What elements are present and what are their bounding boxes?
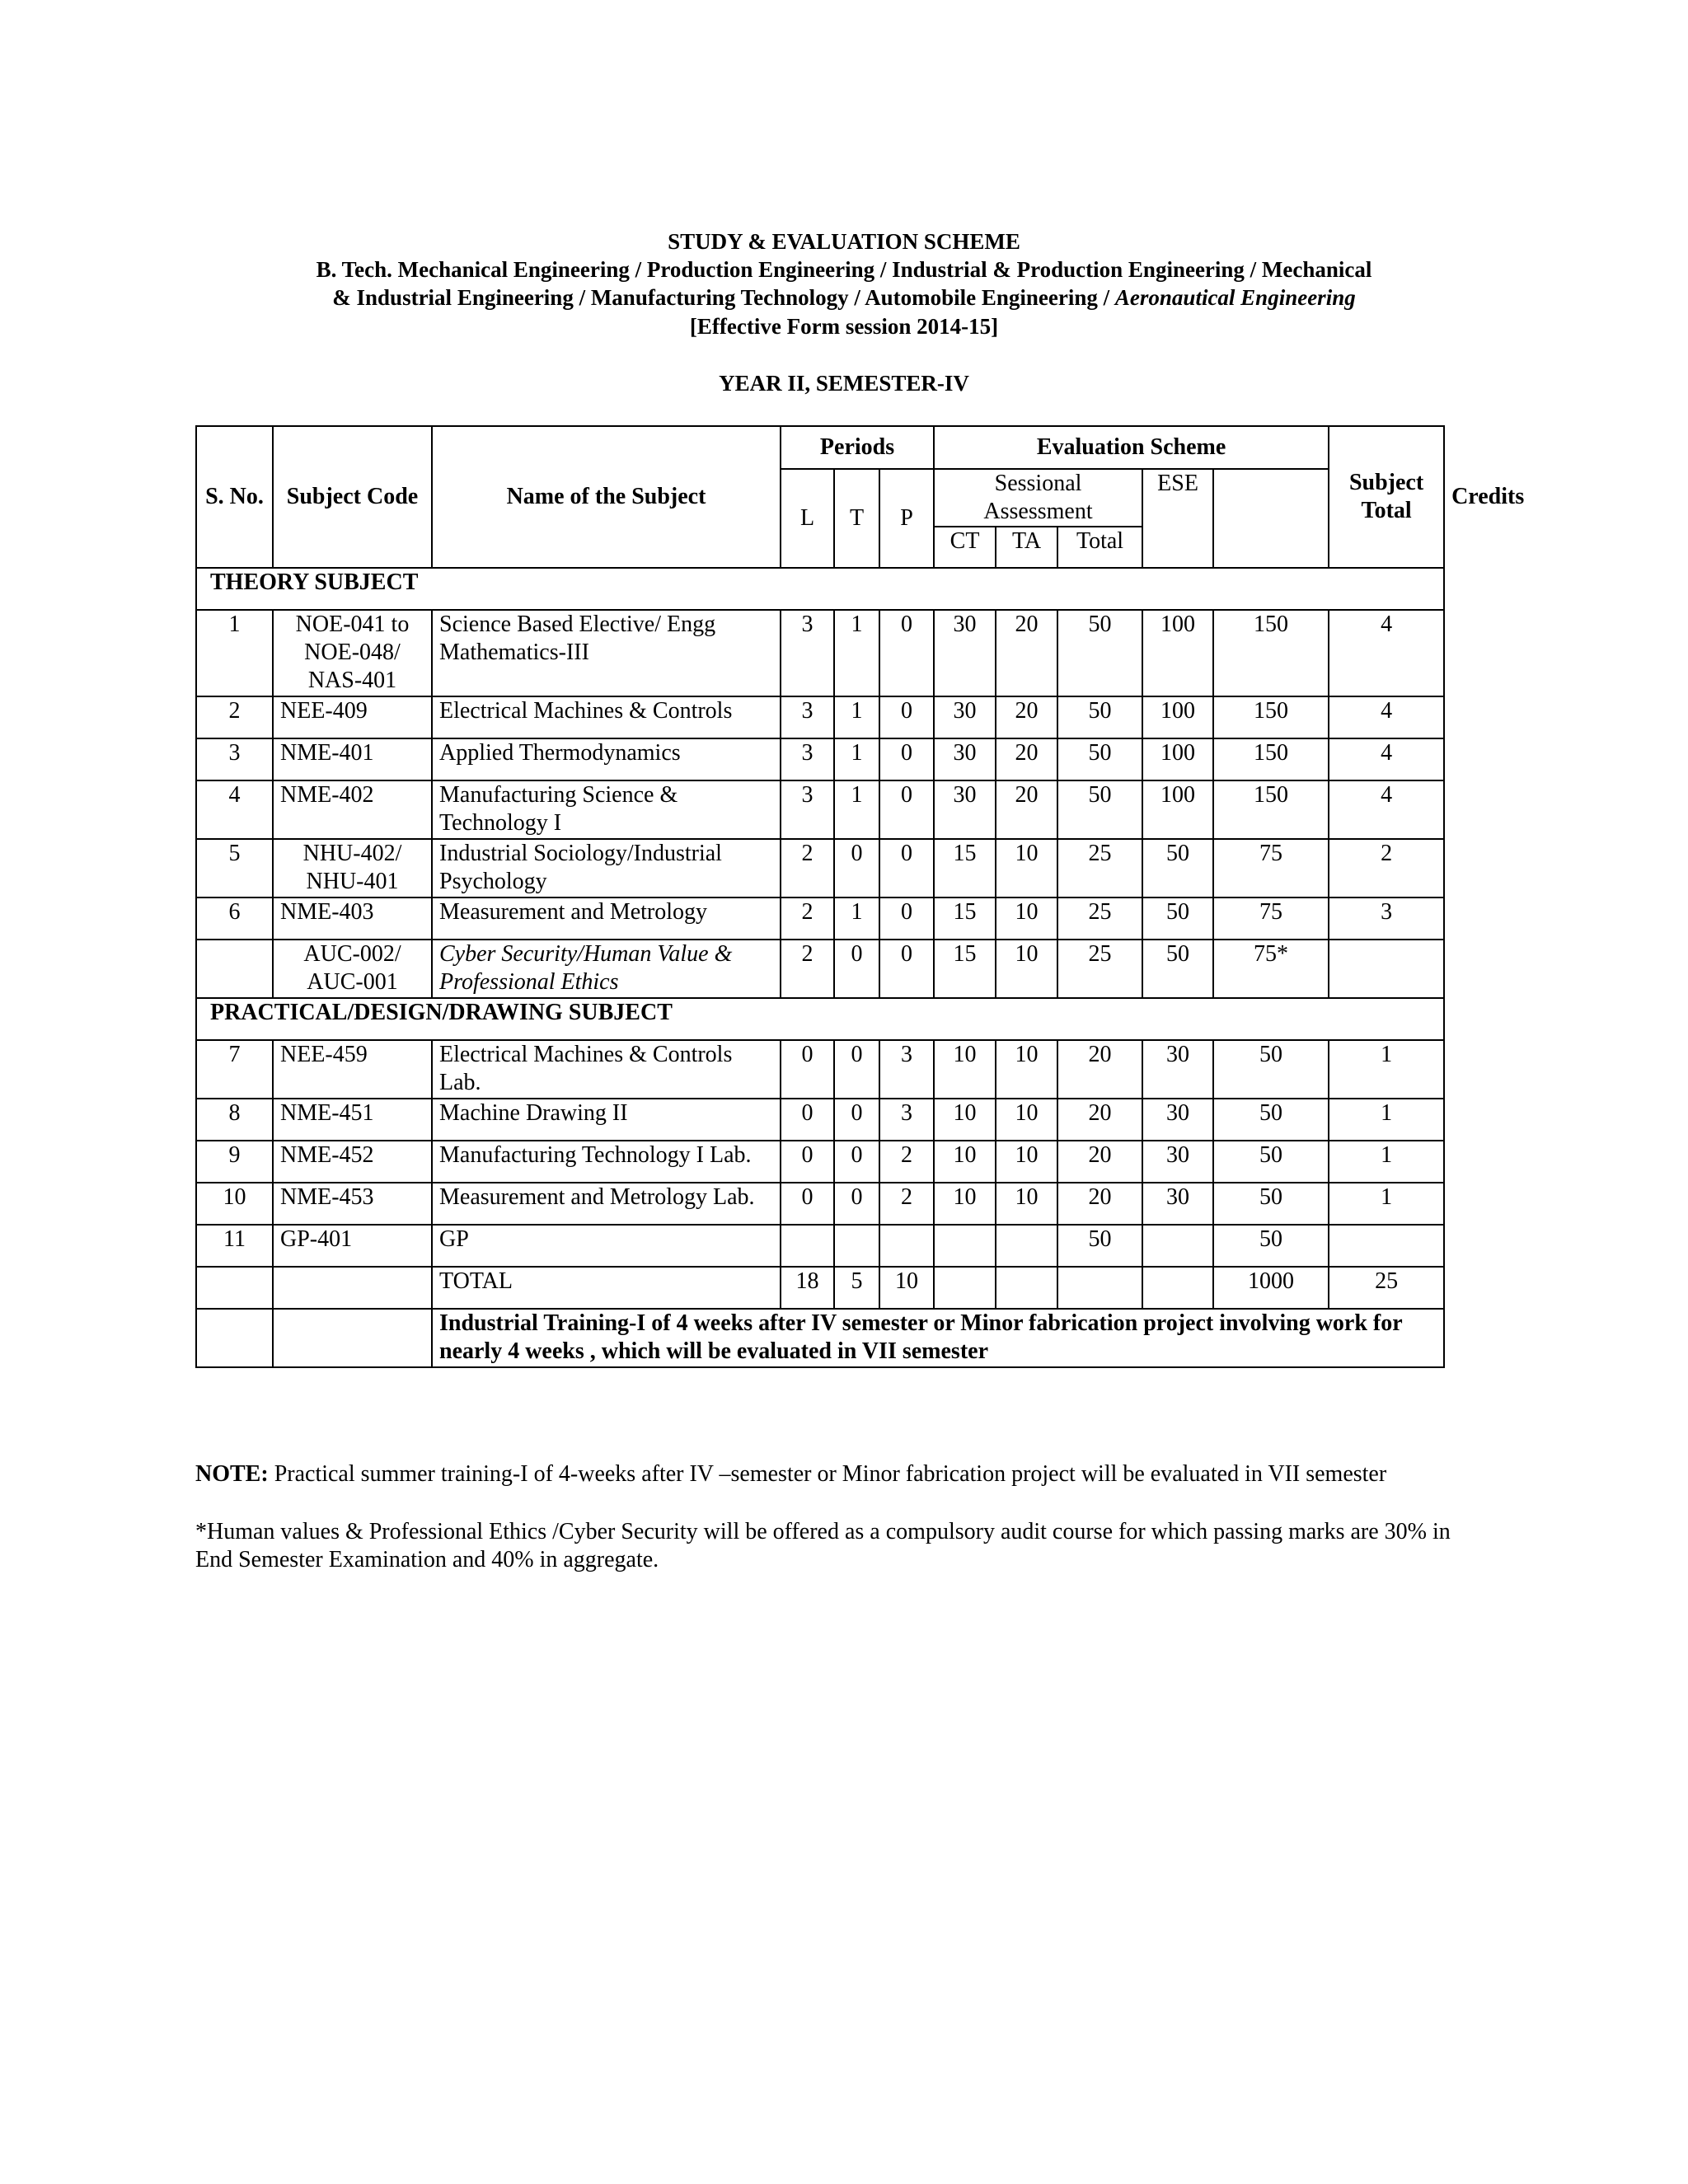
cell-credits: 1 bbox=[1329, 1183, 1444, 1225]
footnote-paragraph: *Human values & Professional Ethics /Cyber Security will be offered as a compulsory audit course for which passing marks are 30% in End Semester Examination and 40% in aggregate. bbox=[195, 1519, 1451, 1572]
section-title: THEORY SUBJECT bbox=[196, 568, 1444, 610]
cell-code: NME-403 bbox=[273, 898, 432, 940]
cell-subject-total: 50 bbox=[1213, 1099, 1329, 1141]
cell-credits: 2 bbox=[1329, 839, 1444, 898]
training-row bbox=[196, 1309, 1444, 1367]
cell-ta: 20 bbox=[996, 780, 1057, 839]
cell-ta: 20 bbox=[996, 610, 1057, 696]
cell-code: NEE-459 bbox=[273, 1040, 432, 1099]
table-row bbox=[196, 610, 1444, 696]
cell-subject-total: 50 bbox=[1213, 1225, 1329, 1267]
cell-t: 1 bbox=[834, 610, 879, 696]
cell-subject-total: 50 bbox=[1213, 1183, 1329, 1225]
cell-total: 20 bbox=[1057, 1040, 1142, 1099]
cell-ct: 15 bbox=[934, 839, 996, 898]
cell-subject-name: Electrical Machines & Controls Lab. bbox=[432, 1040, 781, 1099]
cell-total bbox=[1057, 1267, 1142, 1309]
note-label: NOTE: bbox=[195, 1461, 269, 1487]
cell-l: 2 bbox=[781, 940, 834, 998]
cell-code: NEE-409 bbox=[273, 696, 432, 738]
cell-credits: 1 bbox=[1329, 1099, 1444, 1141]
cell-credits: 1 bbox=[1329, 1141, 1444, 1183]
cell-subject-name: Electrical Machines & Controls bbox=[432, 696, 781, 738]
cell-ta: 20 bbox=[996, 738, 1057, 780]
cell-l: 2 bbox=[781, 839, 834, 898]
cell-sno bbox=[196, 1309, 273, 1367]
cell-ta bbox=[996, 1267, 1057, 1309]
cell-ct: 15 bbox=[934, 898, 996, 940]
cell-p: 2 bbox=[879, 1141, 934, 1183]
cell-t bbox=[834, 1225, 879, 1267]
header-ct: CT bbox=[934, 527, 996, 568]
cell-t: 5 bbox=[834, 1267, 879, 1309]
cell-total-label: TOTAL bbox=[432, 1267, 781, 1309]
header-code: Subject Code bbox=[273, 426, 432, 568]
programme-line-1: B. Tech. Mechanical Engineering / Production Engineering / Industrial & Production Engineering / Mechanical bbox=[316, 257, 1372, 282]
cell-p: 0 bbox=[879, 696, 934, 738]
cell-subject-name: Manufacturing Technology I Lab. bbox=[432, 1141, 781, 1183]
cell-ta: 10 bbox=[996, 1183, 1057, 1225]
table-row bbox=[196, 1040, 1444, 1099]
cell-p: 0 bbox=[879, 738, 934, 780]
cell-ta: 10 bbox=[996, 839, 1057, 898]
table-row bbox=[196, 780, 1444, 839]
cell-ta: 10 bbox=[996, 1099, 1057, 1141]
cell-ese bbox=[1142, 1267, 1213, 1309]
cell-subject-total: 1000 bbox=[1213, 1267, 1329, 1309]
cell-p bbox=[879, 1225, 934, 1267]
cell-sno: 7 bbox=[196, 1040, 273, 1099]
cell-ese: 100 bbox=[1142, 738, 1213, 780]
cell-code bbox=[273, 1267, 432, 1309]
cell-p: 0 bbox=[879, 610, 934, 696]
cell-l: 18 bbox=[781, 1267, 834, 1309]
cell-credits: 4 bbox=[1329, 780, 1444, 839]
cell-ct: 30 bbox=[934, 610, 996, 696]
evaluation-scheme-table bbox=[195, 425, 1525, 1368]
cell-ct: 30 bbox=[934, 696, 996, 738]
cell-ct: 10 bbox=[934, 1141, 996, 1183]
table-body bbox=[196, 426, 1525, 1367]
cell-sno: 3 bbox=[196, 738, 273, 780]
cell-l: 3 bbox=[781, 696, 834, 738]
document-title: STUDY & EVALUATION SCHEME bbox=[668, 229, 1020, 254]
cell-code: NME-401 bbox=[273, 738, 432, 780]
cell-subject-total: 150 bbox=[1213, 610, 1329, 696]
header-evaluation: Evaluation Scheme bbox=[934, 426, 1329, 469]
cell-p: 0 bbox=[879, 898, 934, 940]
cell-total: 50 bbox=[1057, 780, 1142, 839]
cell-sno: 9 bbox=[196, 1141, 273, 1183]
cell-total: 20 bbox=[1057, 1099, 1142, 1141]
cell-l: 3 bbox=[781, 610, 834, 696]
cell-ct: 30 bbox=[934, 738, 996, 780]
table-row bbox=[196, 940, 1444, 998]
header-l: L bbox=[781, 469, 834, 568]
cell-ese: 30 bbox=[1142, 1099, 1213, 1141]
year-semester-heading: YEAR II, SEMESTER-IV bbox=[719, 371, 969, 396]
training-note: Industrial Training-I of 4 weeks after IV semester or Minor fabrication project involving work for nearly 4 weeks , which will be evaluated in VII semester bbox=[432, 1309, 1444, 1367]
cell-l: 0 bbox=[781, 1183, 834, 1225]
cell-subject-total: 50 bbox=[1213, 1141, 1329, 1183]
cell-t: 1 bbox=[834, 696, 879, 738]
cell-sno bbox=[196, 940, 273, 998]
cell-credits: 4 bbox=[1329, 610, 1444, 696]
cell-ese: 50 bbox=[1142, 940, 1213, 998]
cell-code: GP-401 bbox=[273, 1225, 432, 1267]
cell-credits: 3 bbox=[1329, 898, 1444, 940]
cell-subject-total: 50 bbox=[1213, 1040, 1329, 1099]
cell-ta: 10 bbox=[996, 940, 1057, 998]
header-sessional: Sessional Assessment bbox=[934, 469, 1142, 527]
cell-l: 0 bbox=[781, 1040, 834, 1099]
cell-ta: 20 bbox=[996, 696, 1057, 738]
cell-code: NOE-041 to NOE-048/ NAS-401 bbox=[273, 610, 432, 696]
cell-subject-name: Applied Thermodynamics bbox=[432, 738, 781, 780]
cell-credits: 4 bbox=[1329, 696, 1444, 738]
table-row bbox=[196, 898, 1444, 940]
cell-sno: 1 bbox=[196, 610, 273, 696]
cell-p: 2 bbox=[879, 1183, 934, 1225]
cell-subject-name: Cyber Security/Human Value & Professional Ethics bbox=[432, 940, 781, 998]
cell-subject-total: 150 bbox=[1213, 780, 1329, 839]
cell-ese: 30 bbox=[1142, 1040, 1213, 1099]
cell-sno: 5 bbox=[196, 839, 273, 898]
session-line: [Effective Form session 2014-15] bbox=[689, 314, 999, 339]
cell-t: 0 bbox=[834, 1141, 879, 1183]
cell-t: 0 bbox=[834, 839, 879, 898]
cell-t: 0 bbox=[834, 1099, 879, 1141]
cell-ese: 100 bbox=[1142, 780, 1213, 839]
header-sno: S. No. bbox=[196, 426, 273, 568]
cell-l: 0 bbox=[781, 1099, 834, 1141]
table-row bbox=[196, 738, 1444, 780]
note-paragraph bbox=[195, 1460, 1481, 1488]
cell-p: 3 bbox=[879, 1040, 934, 1099]
cell-p: 0 bbox=[879, 839, 934, 898]
cell-code: NME-402 bbox=[273, 780, 432, 839]
cell-sno: 11 bbox=[196, 1225, 273, 1267]
header-p: P bbox=[879, 469, 934, 568]
cell-p: 3 bbox=[879, 1099, 934, 1141]
cell-ct bbox=[934, 1225, 996, 1267]
table-row bbox=[196, 1225, 1444, 1267]
cell-total: 25 bbox=[1057, 940, 1142, 998]
cell-total: 50 bbox=[1057, 696, 1142, 738]
cell-l: 0 bbox=[781, 1141, 834, 1183]
cell-l bbox=[781, 1225, 834, 1267]
programme-line-2-text: & Industrial Engineering / Manufacturing Technology / Automobile Engineering / bbox=[332, 285, 1110, 310]
cell-ct bbox=[934, 1267, 996, 1309]
cell-ct: 10 bbox=[934, 1040, 996, 1099]
cell-t: 1 bbox=[834, 898, 879, 940]
header-total: Total bbox=[1057, 527, 1142, 568]
cell-ese: 50 bbox=[1142, 898, 1213, 940]
header-ese: ESE bbox=[1142, 469, 1213, 568]
cell-sno: 8 bbox=[196, 1099, 273, 1141]
section-theory-row bbox=[196, 568, 1444, 610]
cell-code: NME-451 bbox=[273, 1099, 432, 1141]
cell-total: 50 bbox=[1057, 1225, 1142, 1267]
cell-credits bbox=[1329, 940, 1444, 998]
cell-ta: 10 bbox=[996, 1040, 1057, 1099]
header-t: T bbox=[834, 469, 879, 568]
cell-ese: 100 bbox=[1142, 696, 1213, 738]
cell-code: NHU-402/ NHU-401 bbox=[273, 839, 432, 898]
cell-total: 25 bbox=[1057, 839, 1142, 898]
cell-ta: 10 bbox=[996, 898, 1057, 940]
cell-ct: 10 bbox=[934, 1099, 996, 1141]
cell-t: 1 bbox=[834, 738, 879, 780]
cell-credits: 25 bbox=[1329, 1267, 1444, 1309]
header-ta: TA bbox=[996, 527, 1057, 568]
table-row bbox=[196, 1099, 1444, 1141]
cell-subject-name: Machine Drawing II bbox=[432, 1099, 781, 1141]
cell-code: AUC-002/ AUC-001 bbox=[273, 940, 432, 998]
cell-code: NME-452 bbox=[273, 1141, 432, 1183]
header-name: Name of the Subject bbox=[432, 426, 781, 568]
note-text: Practical summer training-I of 4-weeks after IV –semester or Minor fabrication project will be evaluated in VII semester bbox=[274, 1461, 1387, 1487]
cell-ese: 30 bbox=[1142, 1183, 1213, 1225]
header-periods: Periods bbox=[781, 426, 934, 469]
cell-credits: 1 bbox=[1329, 1040, 1444, 1099]
cell-ese bbox=[1142, 1225, 1213, 1267]
cell-t: 0 bbox=[834, 1183, 879, 1225]
cell-p: 10 bbox=[879, 1267, 934, 1309]
cell-total: 20 bbox=[1057, 1141, 1142, 1183]
cell-ese: 30 bbox=[1142, 1141, 1213, 1183]
cell-total: 25 bbox=[1057, 898, 1142, 940]
cell-subject-total: 75 bbox=[1213, 898, 1329, 940]
cell-code bbox=[273, 1309, 432, 1367]
cell-credits: 4 bbox=[1329, 738, 1444, 780]
header-row-1: S. No. Subject Code Name of the Subject Periods Evaluation Scheme Subject Total Credits bbox=[196, 426, 1444, 469]
programme-line-2-italic: Aeronautical Engineering bbox=[1114, 285, 1356, 310]
cell-l: 3 bbox=[781, 738, 834, 780]
cell-subject-total: 75 bbox=[1213, 839, 1329, 898]
cell-ta: 10 bbox=[996, 1141, 1057, 1183]
table-row bbox=[196, 839, 1444, 898]
cell-sno bbox=[196, 1267, 273, 1309]
cell-l: 3 bbox=[781, 780, 834, 839]
cell-subject-total: 75* bbox=[1213, 940, 1329, 998]
cell-subject-total: 150 bbox=[1213, 738, 1329, 780]
cell-ct: 30 bbox=[934, 780, 996, 839]
cell-total: 50 bbox=[1057, 738, 1142, 780]
cell-ta bbox=[996, 1225, 1057, 1267]
cell-subject-name: Manufacturing Science & Technology I bbox=[432, 780, 781, 839]
cell-subject-total: 150 bbox=[1213, 696, 1329, 738]
cell-sno: 2 bbox=[196, 696, 273, 738]
cell-sno: 10 bbox=[196, 1183, 273, 1225]
cell-t: 0 bbox=[834, 1040, 879, 1099]
cell-subject-name: Science Based Elective/ Engg Mathematics-III bbox=[432, 610, 781, 696]
cell-total: 50 bbox=[1057, 610, 1142, 696]
cell-ese: 50 bbox=[1142, 839, 1213, 898]
cell-subject-name: GP bbox=[432, 1225, 781, 1267]
cell-ct: 10 bbox=[934, 1183, 996, 1225]
cell-p: 0 bbox=[879, 780, 934, 839]
cell-subject-name: Industrial Sociology/Industrial Psychology bbox=[432, 839, 781, 898]
cell-subject-name: Measurement and Metrology Lab. bbox=[432, 1183, 781, 1225]
section-title: PRACTICAL/DESIGN/DRAWING SUBJECT bbox=[196, 998, 1444, 1040]
section-practical-row bbox=[196, 998, 1444, 1040]
total-row bbox=[196, 1267, 1444, 1309]
cell-ese: 100 bbox=[1142, 610, 1213, 696]
cell-l: 2 bbox=[781, 898, 834, 940]
table-row bbox=[196, 1141, 1444, 1183]
cell-code: NME-453 bbox=[273, 1183, 432, 1225]
table-row bbox=[196, 696, 1444, 738]
programme-line-2 bbox=[0, 284, 1688, 312]
cell-sno: 6 bbox=[196, 898, 273, 940]
cell-p: 0 bbox=[879, 940, 934, 998]
cell-t: 1 bbox=[834, 780, 879, 839]
cell-credits bbox=[1329, 1225, 1444, 1267]
cell-ct: 15 bbox=[934, 940, 996, 998]
header-subject-total: Subject Total bbox=[1329, 426, 1444, 568]
table-row bbox=[196, 1183, 1444, 1225]
cell-t: 0 bbox=[834, 940, 879, 998]
cell-subject-name: Measurement and Metrology bbox=[432, 898, 781, 940]
cell-sno: 4 bbox=[196, 780, 273, 839]
cell-total: 20 bbox=[1057, 1183, 1142, 1225]
